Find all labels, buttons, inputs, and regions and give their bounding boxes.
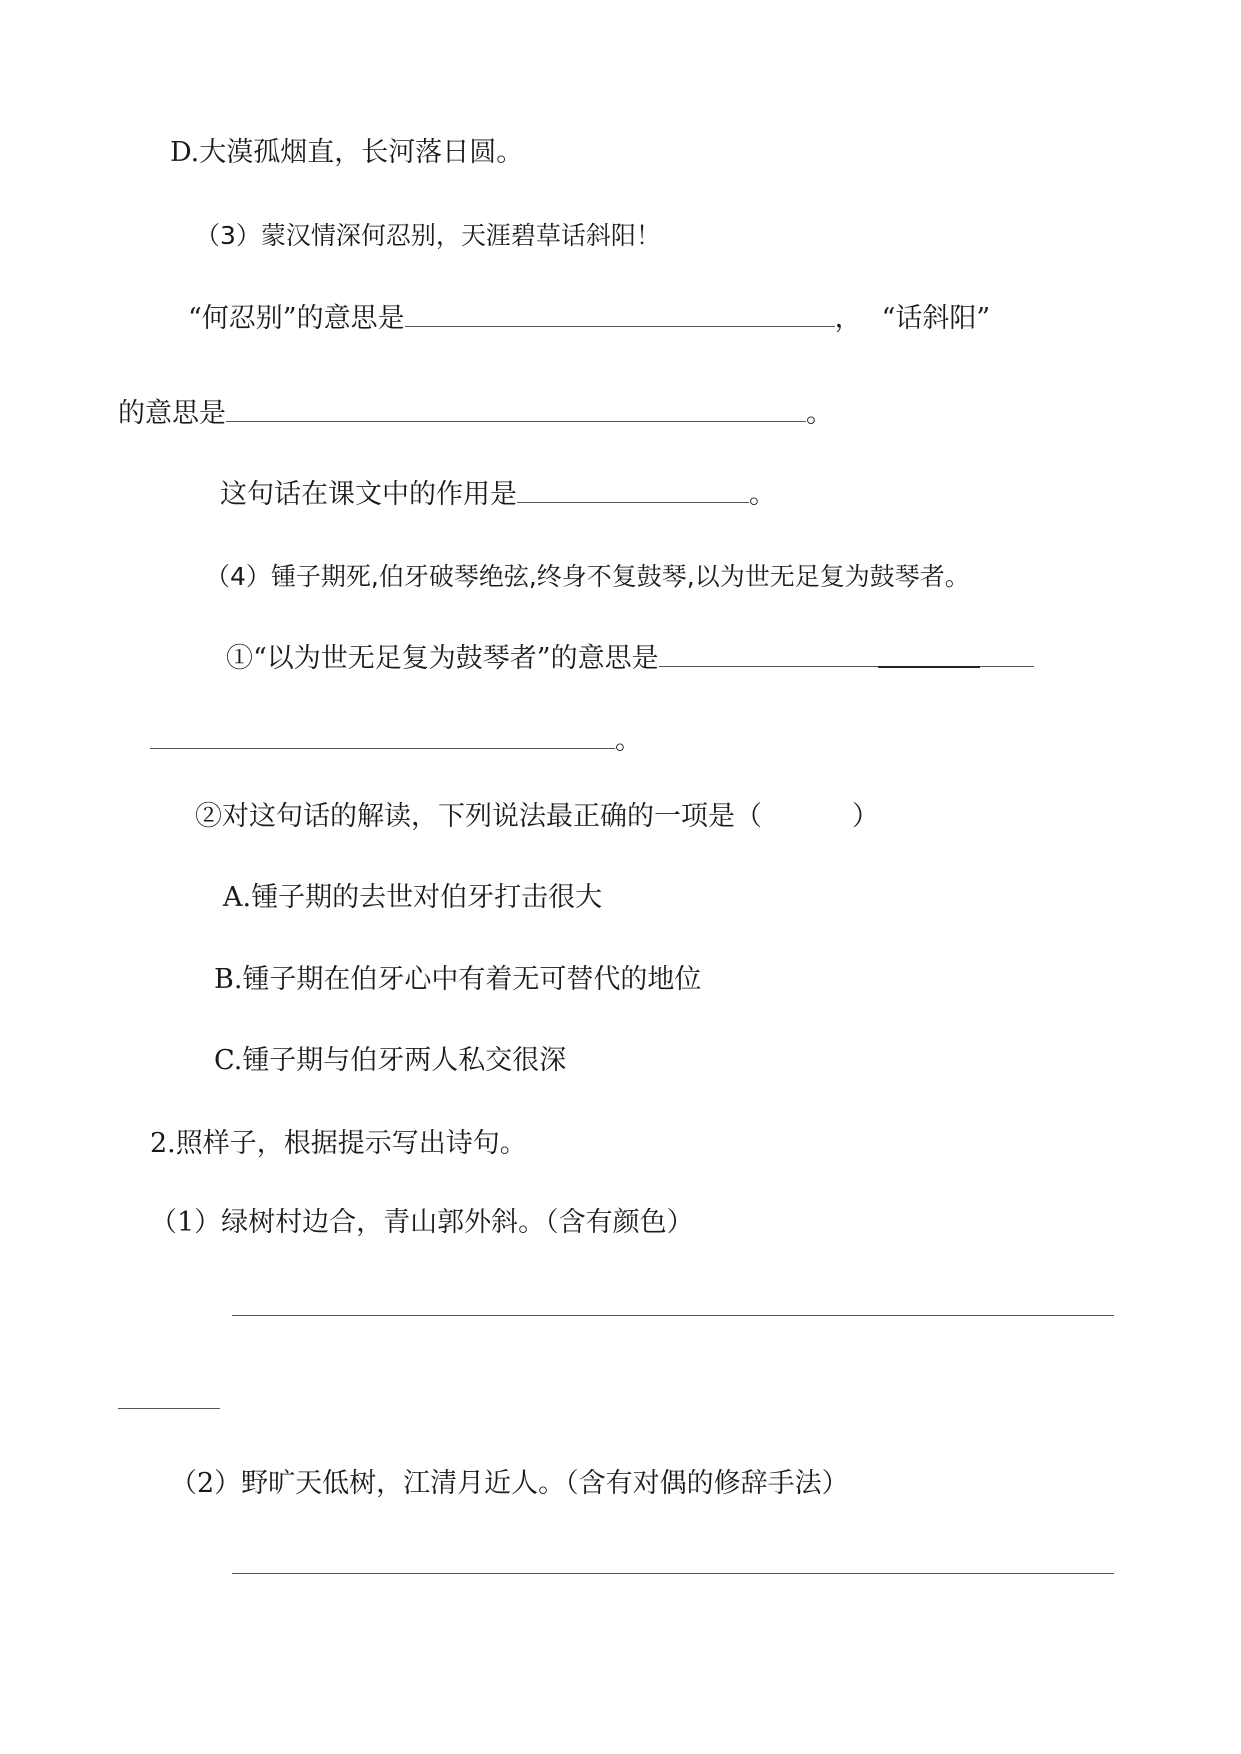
role-prefix: 这句话在课文中的作用是 xyxy=(220,479,517,510)
option-a-text: A.锺子期的去世对伯牙打击很大 xyxy=(223,882,603,913)
meaning-prefix: “何忍别”的意思是 xyxy=(188,303,405,334)
role-suffix: 。 xyxy=(749,479,776,510)
sub1-suffix: 。 xyxy=(615,725,642,756)
item-4-sub1-line xyxy=(226,640,1034,676)
item-4-content: （4）锺子期死,伯牙破琴绝弦,终身不复鼓琴,以为世无足复为鼓琴者。 xyxy=(205,562,970,591)
item-3-role-line xyxy=(220,476,776,512)
option-b xyxy=(214,963,701,997)
answer-line-1[interactable] xyxy=(232,1315,1114,1316)
item-3-content: （3）蒙汉情深何忍别，天涯碧草话斜阳！ xyxy=(195,221,661,250)
item-4-text xyxy=(205,560,970,594)
answer-blank-2[interactable] xyxy=(226,395,806,422)
item-3-meaning-line-2 xyxy=(118,395,833,431)
answer-blank-1[interactable] xyxy=(405,300,835,327)
answer-line-1-cont[interactable] xyxy=(118,1408,220,1409)
answer-blank-4[interactable] xyxy=(659,640,1034,667)
q2-item-2-text: （2）野旷天低树，江清月近人。（含有对偶的修辞手法） xyxy=(170,1468,849,1499)
option-d xyxy=(170,136,523,170)
q2-item-1-text: （1）绿树村边合，青山郭外斜。（含有颜色） xyxy=(150,1207,694,1238)
answer-blank-3[interactable] xyxy=(517,476,749,503)
underline-accent xyxy=(878,666,980,668)
sub2-close: ） xyxy=(852,801,879,832)
meaning-mid: “话斜阳” xyxy=(881,303,991,334)
option-a xyxy=(223,881,602,915)
q2-title-text: 2.照样子，根据提示写出诗句。 xyxy=(150,1128,527,1159)
sub2-text: ②对这句话的解读，下列说法最正确的一项是（ xyxy=(195,801,762,832)
answer-blank-5[interactable] xyxy=(150,722,615,749)
item-3-meaning-line xyxy=(188,300,990,336)
q2-title xyxy=(150,1127,527,1161)
option-d-text: D.大漠孤烟直，长河落日圆。 xyxy=(170,137,524,168)
answer-line-2[interactable] xyxy=(232,1573,1114,1574)
meaning-prefix-2: 的意思是 xyxy=(118,398,226,429)
option-c xyxy=(214,1044,566,1078)
item-4-sub1-line-2 xyxy=(150,722,642,758)
item-3-text xyxy=(195,219,661,253)
period: 。 xyxy=(806,398,833,429)
item-4-sub2-line xyxy=(195,800,879,834)
q2-item-2 xyxy=(170,1467,849,1501)
q2-item-1 xyxy=(150,1206,694,1240)
sub1-prefix: ①“以为世无足复为鼓琴者”的意思是 xyxy=(226,643,659,674)
comma: ， xyxy=(834,303,862,334)
option-b-text: B.锺子期在伯牙心中有着无可替代的地位 xyxy=(214,964,702,995)
option-c-text: C.锺子期与伯牙两人私交很深 xyxy=(214,1045,567,1076)
